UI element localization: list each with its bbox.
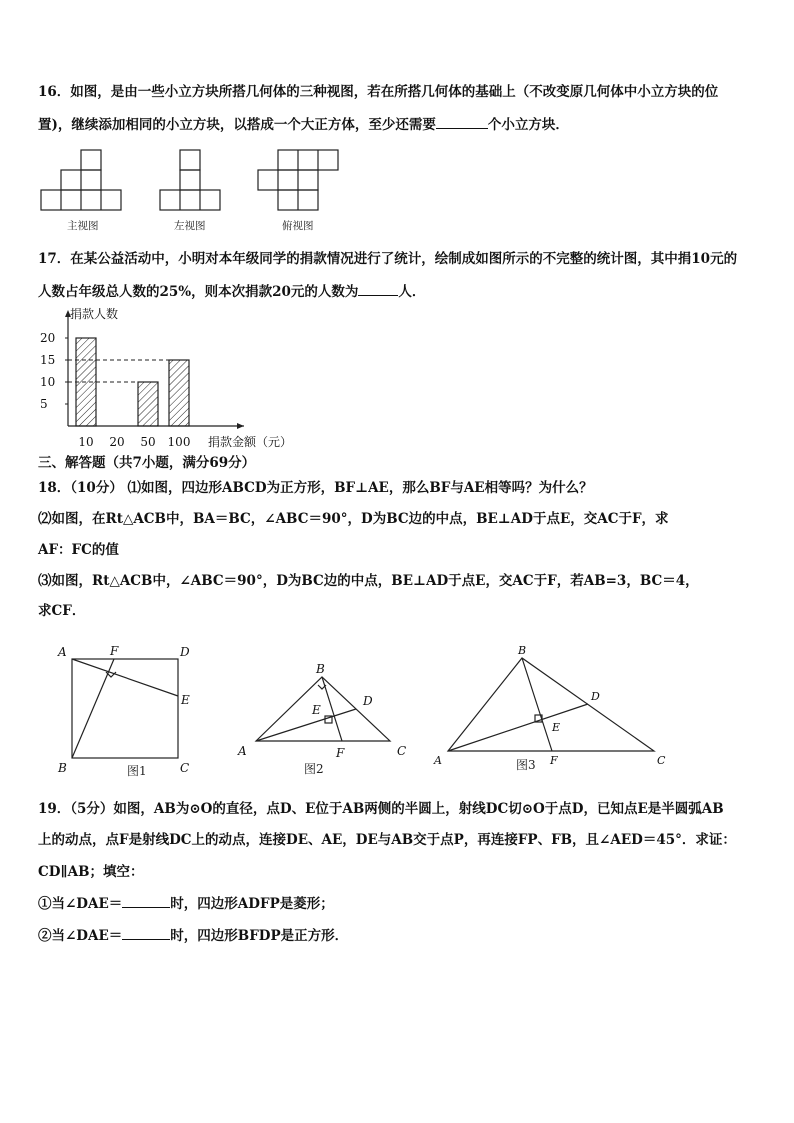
fig3-label-c: C [657, 754, 666, 767]
fig1-square [50, 640, 210, 780]
top-view-caption: 俯视图 [282, 220, 314, 232]
q18-part3-line2: 求CF． [38, 603, 86, 619]
q17-line1: 17．在某公益活动中，小明对本年级同学的捐款情况进行了统计，绘制成如图所示的不完整的统计图，其中捐10元的 [38, 251, 738, 267]
left-view [160, 150, 220, 210]
fig2-label-a: A [238, 744, 247, 758]
y-tick-label: 15 [40, 353, 56, 367]
q19-fill2-end: 时，四边形BFDP是正方形． [170, 928, 349, 944]
donation-bar-chart [36, 306, 306, 452]
fig1-label-b: B [58, 761, 67, 775]
fig3-label-e: E [552, 721, 561, 734]
fig3-label-b: B [518, 644, 527, 657]
left-view-caption: 左视图 [174, 220, 206, 232]
q19-line3: CD∥AB；填空： [38, 864, 144, 880]
fig1-label-a: A [58, 645, 67, 659]
fig2-label-d: D [363, 694, 373, 708]
q17-line2 [38, 281, 425, 302]
q18-part2-line2: AF：FC的值 [38, 542, 119, 558]
fig2-label-c: C [397, 744, 407, 758]
fig3-triangle [430, 642, 670, 770]
fig1-label-c: C [180, 761, 190, 775]
fig1-label-e: E [181, 693, 190, 707]
q17-answer-blank[interactable] [358, 281, 398, 296]
q18-part3-line1: ⑶如图，Rt△ACB中，∠ABC＝90°，D为BC边的中点，BE⊥AD于点E，交AC于F，若AB=3，BC＝4， [38, 573, 699, 589]
y-tick-label: 20 [40, 331, 56, 345]
q18-part1: 18．（10分） ⑴如图，四边形ABCD为正方形，BF⊥AE，那么BF与AE相等吗？为什么？ [38, 480, 593, 496]
front-view-caption: 主视图 [67, 220, 99, 232]
fig3-label-d: D [591, 690, 600, 703]
q19-fill1-end: 时，四边形ADFP是菱形； [170, 896, 334, 912]
fig3-caption: 图3 [516, 758, 536, 772]
q19-fill1 [38, 893, 334, 914]
q16-line2-end: 个小立方块． [487, 117, 569, 133]
fig2-label-f: F [336, 746, 345, 760]
q17-line2-text: 人数占年级总人数的25%，则本次捐款20元的人数为 [38, 284, 359, 300]
q16-line2-text: 置)，继续添加相同的小立方块，以搭成一个大正方体，至少还需要 [38, 117, 436, 133]
y-axis-label: 捐款人数 [70, 307, 119, 321]
y-tick-label: 5 [40, 397, 48, 411]
x-tick-label: 100 [167, 435, 191, 449]
fig3-label-f: F [550, 754, 558, 767]
fig2-label-b: B [316, 662, 325, 676]
x-tick-label: 20 [109, 435, 125, 449]
q16-three-views [38, 148, 348, 218]
q19-fill1-blank[interactable] [122, 893, 170, 908]
x-tick-label: 10 [78, 435, 94, 449]
top-view [258, 150, 338, 210]
fig2-label-e: E [312, 703, 321, 717]
q16-answer-blank[interactable] [436, 114, 488, 129]
q16-line2 [38, 114, 569, 135]
q19-fill1-text: ①当∠DAE＝ [38, 896, 123, 912]
bar-100 [169, 360, 189, 426]
q19-fill2-text: ②当∠DAE＝ [38, 928, 123, 944]
fig2-caption: 图2 [304, 762, 324, 776]
section3-heading: 三、解答题（共7小题，满分69分） [38, 455, 256, 471]
fig3-label-a: A [434, 754, 442, 767]
q19-fill2-blank[interactable] [122, 925, 170, 940]
fig1-label-f: F [110, 644, 119, 658]
q18-part2-line1: ⑵如图，在Rt△ACB中，BA＝BC，∠ABC＝90°，D为BC边的中点，BE⊥AD于点E，交AC于F，求 [38, 511, 669, 527]
q19-line2: 上的动点，点F是射线DC上的动点，连接DE、AE，DE与AB交于点P，再连接FP、FB，且∠AED＝45°．求证： [38, 832, 736, 848]
q19-fill2 [38, 925, 348, 946]
q19-line1: 19．（5分）如图，AB为⊙O的直径，点D、E位于AB两侧的半圆上，射线DC切⊙O于点D，已知点E是半圆弧AB [38, 801, 724, 817]
bar-50 [138, 382, 158, 426]
fig1-label-d: D [180, 645, 190, 659]
x-axis-label: 捐款金额（元） [208, 435, 293, 449]
q16-line1: 16．如图，是由一些小立方块所搭几何体的三种视图，若在所搭几何体的基础上（不改变原几何体中小立方块的位 [38, 84, 719, 100]
fig1-caption: 图1 [127, 764, 147, 778]
x-tick-label: 50 [140, 435, 156, 449]
fig2-triangle [230, 655, 420, 765]
x-axis-arrow [237, 423, 244, 429]
front-view [41, 150, 121, 210]
y-tick-label: 10 [40, 375, 56, 389]
q17-line2-end: 人． [398, 284, 426, 300]
